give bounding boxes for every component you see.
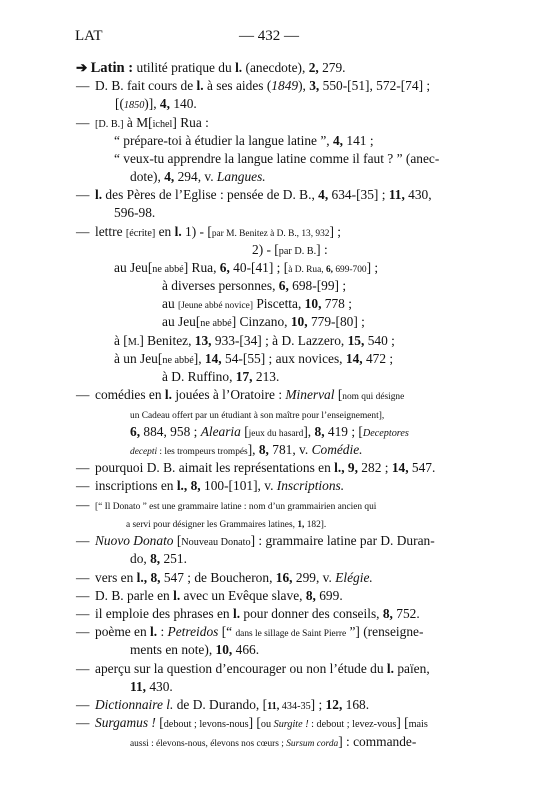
text-segment: ] : grammaire latine par D. Duran- — [250, 533, 435, 548]
text-segment: 779-[80] ; — [307, 314, 365, 329]
text-segment: 251. — [160, 551, 187, 566]
text-segment: 4, — [164, 169, 175, 184]
text-segment: Piscetta, — [252, 296, 305, 311]
text-segment: 1850 — [123, 100, 145, 111]
text-segment: 14, — [345, 351, 363, 366]
text-line — [130, 733, 416, 753]
text-segment: 11, — [130, 679, 146, 694]
text-segment: Sursum corda — [286, 739, 339, 749]
text-line — [130, 423, 409, 443]
text-line — [76, 223, 341, 243]
text-segment: [ — [155, 715, 164, 730]
text-segment: 699. — [315, 588, 343, 603]
text-line — [114, 132, 374, 150]
text-segment: ], — [303, 424, 315, 439]
text-segment: : les trompeurs trompés — [157, 447, 248, 457]
text-segment: ne abbé — [162, 355, 194, 366]
text-segment: l. — [164, 387, 172, 402]
text-segment: 140. — [169, 96, 197, 111]
text-segment: l. — [386, 661, 394, 676]
text-line — [162, 313, 365, 333]
text-line — [130, 678, 173, 696]
text-segment: ] Rua, — [183, 260, 220, 275]
text-segment: par M. Benitez à D. B., 13, 932 — [211, 229, 330, 239]
text-segment: 10, — [290, 314, 308, 329]
text-segment: 6, — [130, 424, 141, 439]
text-segment: (anecdote), — [242, 60, 309, 75]
text-line — [76, 569, 373, 587]
text-segment: l. — [196, 78, 204, 93]
text-segment: )], — [144, 96, 160, 111]
text-segment: Comédie. — [311, 442, 363, 457]
text-segment: ), — [298, 78, 310, 93]
text-segment: 8, — [305, 588, 316, 603]
text-line — [76, 623, 423, 643]
text-segment: 430, — [404, 187, 432, 202]
text-segment: ➔ — [76, 60, 91, 75]
text-segment: [ — [240, 424, 249, 439]
text-line — [114, 204, 155, 222]
text-segment: 10, — [304, 296, 322, 311]
text-segment: ], — [247, 442, 259, 457]
text-segment: M. — [127, 337, 140, 348]
text-segment: 430. — [146, 679, 173, 694]
text-segment: comédies en — [95, 387, 165, 402]
text-segment: à un Jeu[ — [114, 351, 163, 366]
text-segment: ] Benitez, — [139, 333, 195, 348]
text-segment: Surgite ! — [273, 719, 309, 730]
text-line — [76, 386, 404, 406]
text-segment: nom qui désigne — [342, 392, 405, 402]
text-segment: : debout ; levez-vous — [308, 719, 397, 730]
text-segment: l. — [235, 60, 243, 75]
entry-dash: — — [76, 478, 90, 493]
text-segment: des Pères de l’Eglise : pensée de D. B., — [102, 187, 319, 202]
text-line — [130, 168, 266, 186]
text-segment: 294, v. — [174, 169, 217, 184]
text-segment: 1) - [ — [181, 224, 212, 239]
text-line — [76, 459, 435, 477]
text-line — [76, 587, 343, 605]
text-segment: l., — [136, 570, 148, 585]
entry-dash: — — [76, 187, 90, 202]
text-segment: ] [ — [248, 715, 261, 730]
text-segment: 2) - [ — [252, 242, 279, 257]
text-segment: 54-[55] ; aux novices, — [221, 351, 346, 366]
text-segment: à D. Rua, — [288, 265, 326, 275]
text-line — [130, 641, 259, 659]
text-segment: 781, v. — [268, 442, 312, 457]
text-line — [126, 514, 326, 534]
text-segment: 3, — [309, 78, 320, 93]
entry-dash: — — [76, 606, 90, 621]
text-segment: au Jeu[ — [114, 260, 153, 275]
text-segment: pourquoi D. B. aimait les représentations en — [95, 460, 335, 475]
text-segment: à diverses personnes, — [162, 278, 279, 293]
running-head: LAT — [75, 28, 103, 44]
text-segment: à D. Ruffino, — [162, 369, 236, 384]
text-segment: 596-98. — [114, 205, 156, 220]
text-segment: Inscriptions. — [276, 478, 345, 493]
text-segment: poème en — [95, 624, 151, 639]
text-segment: [“ — [218, 624, 236, 639]
text-segment: païen, — [393, 661, 430, 676]
entry-dash: — — [76, 460, 90, 475]
text-segment: par D. B. — [278, 246, 317, 257]
text-segment: ] : — [316, 242, 328, 257]
text-line — [114, 350, 393, 370]
text-segment: a servi pour désigner les Grammaires latines, — [126, 520, 298, 530]
entry-dash: — — [76, 697, 90, 712]
text-segment: pour donner des conseils, — [240, 606, 383, 621]
text-segment: ichel — [152, 119, 173, 130]
text-line — [162, 295, 352, 315]
text-segment: aussi : élevons-nous, élevons nos cœurs ; — [130, 739, 287, 749]
text-segment: Alearia — [200, 424, 241, 439]
text-segment: [ — [334, 387, 343, 402]
text-segment: lettre — [95, 224, 126, 239]
text-segment: 14, — [204, 351, 222, 366]
text-segment: 8, — [190, 478, 201, 493]
text-segment: “ veux-tu apprendre la langue latine comme il faut ? ” (anec- — [114, 151, 440, 166]
text-segment: 6, — [325, 265, 334, 275]
text-segment: D. B. fait cours de — [95, 78, 197, 93]
text-segment: 141 ; — [343, 133, 374, 148]
text-segment: ou — [260, 719, 274, 730]
text-segment: l. — [95, 187, 103, 202]
text-line — [76, 59, 346, 77]
text-segment: 6, — [219, 260, 230, 275]
text-segment: inscriptions en — [95, 478, 177, 493]
text-segment: 547. — [408, 460, 436, 475]
text-segment: l. — [232, 606, 241, 621]
text-segment: D. B. parle en — [95, 588, 174, 603]
text-segment: au — [162, 296, 178, 311]
text-segment: ne abbé — [152, 264, 184, 275]
text-segment: 182]. — [304, 520, 327, 530]
text-segment: debout ; levons-nous — [163, 719, 249, 730]
text-segment: ] ; — [310, 697, 326, 712]
text-segment: [( — [115, 96, 124, 111]
text-segment: 466. — [232, 642, 260, 657]
text-segment: Surgamus ! — [95, 715, 156, 730]
text-segment: 279. — [318, 60, 346, 75]
text-segment: 282 ; — [357, 460, 392, 475]
text-segment: 1849 — [271, 78, 299, 93]
text-line — [114, 332, 395, 352]
text-segment: Petreidos — [167, 624, 219, 639]
text-segment: il emploie des phrases en — [95, 606, 233, 621]
text-segment: à M[ — [123, 115, 153, 130]
text-segment: 419 ; [ — [324, 424, 363, 439]
text-segment: utilité pratique du — [133, 60, 236, 75]
text-segment: 2, — [308, 60, 319, 75]
text-segment: 540 ; — [364, 333, 395, 348]
text-segment: ] : commande- — [338, 734, 417, 749]
entry-dash: — — [76, 570, 90, 585]
text-segment: mais — [408, 719, 428, 730]
text-segment: l., — [334, 460, 345, 475]
text-line — [162, 368, 279, 386]
text-segment: 299, v. — [292, 570, 336, 585]
text-segment: l. — [173, 588, 181, 603]
text-segment: aperçu sur la question d’encourager ou non l’étude du — [95, 661, 387, 676]
text-line — [76, 696, 369, 716]
text-line — [76, 660, 430, 678]
text-line — [76, 77, 430, 95]
text-segment: Latin : — [90, 60, 134, 76]
text-segment: en — [155, 224, 175, 239]
text-line — [130, 405, 384, 425]
text-segment: 8, — [150, 551, 161, 566]
text-segment: ments en note), — [130, 642, 216, 657]
text-segment: 6, — [278, 278, 289, 293]
text-segment: [écrite] — [125, 228, 156, 239]
page-number: — 432 — — [239, 28, 299, 44]
text-segment: de D. Durando, [ — [173, 697, 268, 712]
text-line — [252, 241, 328, 261]
text-segment: dote), — [130, 169, 165, 184]
text-segment: 4, — [332, 133, 344, 148]
text-segment: à [ — [114, 333, 128, 348]
text-segment: : — [157, 624, 168, 639]
text-segment: un Cadeau offert par un étudiant à son maître pour l’enseignement], — [130, 411, 385, 421]
text-line — [76, 714, 428, 734]
text-segment: dans le sillage de Saint Pierre — [235, 629, 347, 639]
text-segment: Minerval — [285, 387, 335, 402]
entry-dash: — — [76, 224, 90, 239]
text-segment: 752. — [392, 606, 420, 621]
text-segment: 699-700 — [333, 265, 367, 275]
text-segment: ] [ — [396, 715, 409, 730]
text-segment: 550-[51], 572-[74] ; — [319, 78, 431, 93]
text-segment: Nouveau Donato — [181, 537, 251, 548]
text-segment: 11, — [388, 187, 405, 202]
text-segment: ne abbé — [200, 318, 232, 329]
entry-dash: — — [76, 624, 90, 639]
text-line — [114, 150, 439, 168]
text-segment: 16, — [275, 570, 293, 585]
text-segment: 15, — [347, 333, 365, 348]
text-line — [130, 550, 187, 568]
text-segment: 8, — [314, 424, 325, 439]
text-segment: [Jeune abbé novice] — [178, 301, 253, 311]
text-segment: 11, — [267, 701, 280, 712]
text-line — [114, 259, 378, 279]
text-segment: 778 ; — [321, 296, 352, 311]
text-segment: 168. — [342, 697, 370, 712]
text-segment: au Jeu[ — [162, 314, 201, 329]
text-line — [76, 477, 344, 495]
text-segment: 17, — [235, 369, 253, 384]
entry-dash: — — [76, 715, 90, 730]
entry-dash: — — [76, 588, 90, 603]
text-segment: 884, 958 ; — [140, 424, 201, 439]
text-segment: Nuovo Donato — [95, 533, 174, 548]
entry-dash: — — [76, 387, 90, 402]
text-segment: [D. B.] — [95, 119, 124, 130]
text-segment: jeux du hasard — [248, 429, 304, 439]
text-segment: jouées à l’Oratoire : — [171, 387, 286, 402]
text-segment: 40-[41] ; [ — [229, 260, 289, 275]
text-segment: 100-[101], v. — [200, 478, 277, 493]
text-line — [115, 95, 197, 115]
text-segment: 8, — [150, 570, 161, 585]
entry-dash: — — [76, 78, 90, 93]
text-segment: 13, — [194, 333, 212, 348]
text-segment: 4, — [318, 187, 329, 202]
text-segment: ] Cinzano, — [231, 314, 291, 329]
text-segment: ] ; — [329, 224, 342, 239]
text-segment: vers en — [95, 570, 137, 585]
text-segment: Dictionnaire l. — [95, 697, 174, 712]
text-line — [162, 277, 346, 295]
text-segment: 547 ; de Boucheron, — [160, 570, 276, 585]
text-segment: ] Rua : — [172, 115, 209, 130]
text-line — [76, 186, 432, 204]
text-segment: l. — [174, 224, 182, 239]
text-segment: 8, — [382, 606, 393, 621]
text-segment: 634-[35] ; — [328, 187, 389, 202]
text-segment: do, — [130, 551, 151, 566]
text-segment: Langues. — [216, 169, 266, 184]
page-header — [75, 28, 463, 48]
text-segment: 14, — [391, 460, 409, 475]
text-segment: 10, — [215, 642, 233, 657]
entry-dash: — — [76, 115, 90, 130]
text-segment: decepti — [130, 447, 158, 457]
text-segment: 12, — [325, 697, 343, 712]
text-line — [76, 605, 420, 623]
text-segment: Deceptores — [362, 428, 409, 439]
entry-dash: — — [76, 661, 90, 676]
text-segment: 1, — [297, 520, 305, 530]
text-segment: 698-[99] ; — [288, 278, 347, 293]
text-segment: 472 ; — [362, 351, 394, 366]
text-segment: ], — [193, 351, 205, 366]
text-line — [76, 532, 435, 552]
text-segment: [“ Il Donato ” est une grammaire latine : nom d’un grammairien ancien qui — [95, 502, 377, 512]
text-segment: 9, — [347, 460, 358, 475]
text-segment: à ses aides ( — [203, 78, 272, 93]
text-segment: ”] (renseigne- — [346, 624, 424, 639]
text-segment: Elégie. — [335, 570, 373, 585]
text-segment: 933-[34] ; à D. Lazzero, — [211, 333, 348, 348]
text-segment: avec un Evêque slave, — [180, 588, 306, 603]
text-segment: 213. — [252, 369, 280, 384]
text-segment: 434-35 — [279, 701, 311, 712]
text-segment: [ — [173, 533, 182, 548]
text-segment: ] ; — [366, 260, 379, 275]
entry-dash: — — [76, 497, 90, 512]
text-line — [76, 496, 376, 516]
text-line — [130, 441, 363, 461]
text-segment: “ prépare-toi à étudier la langue latine ”, — [114, 133, 333, 148]
text-segment: l., — [176, 478, 188, 493]
text-segment: l. — [150, 624, 158, 639]
entry-dash: — — [76, 533, 90, 548]
text-line — [76, 114, 209, 134]
text-segment: 8, — [258, 442, 269, 457]
text-segment: 4, — [159, 96, 170, 111]
